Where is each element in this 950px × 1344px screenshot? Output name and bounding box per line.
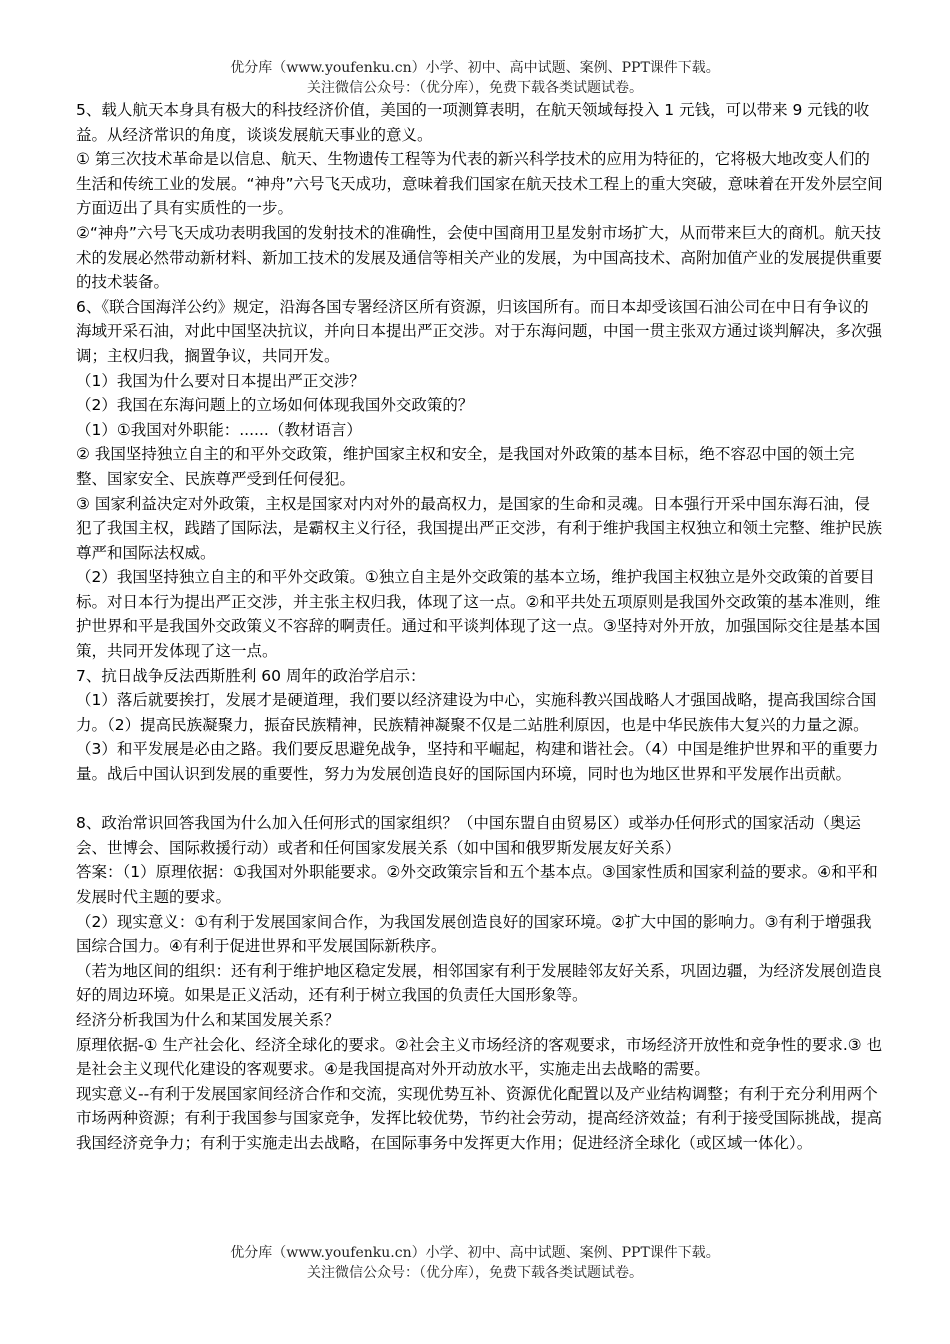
header-line-1: 优分库（www.youfenku.cn）小学、初中、高中试题、案例、PPT课件下载。 bbox=[230, 60, 720, 76]
paragraph: 答案：（1）原理依据：①我国对外职能要求。②外交政策宗旨和五个基本点。③国家性质和国家利益的要求。④和平和发展时代主题的要求。 bbox=[76, 863, 878, 906]
paragraph: 经济分析我国为什么和某国发展关系？ bbox=[76, 1010, 340, 1029]
paragraph: （2）现实意义：①有利于发展国家间合作，为我国发展创造良好的国家环境。②扩大中国的影响力。③有利于增强我国综合国力。④有利于促进世界和平发展国际新秩序。 bbox=[76, 912, 872, 956]
footer-line-1: 优分库（www.youfenku.cn）小学、初中、高中试题、案例、PPT课件下载。 bbox=[230, 1245, 720, 1261]
paragraph: （若为地区间的组织：还有利于维护地区稳定发展，相邻国家有利于发展睦邻友好关系，巩固边疆，为经济发展创造良好的周边环境。如果是正义活动，还有利于树立我国的负责任大国形象等。 bbox=[76, 961, 883, 1005]
paragraph: 原理依据-① 生产社会化、经济全球化的要求。②社会主义市场经济的客观要求，市场经济开放性和竞争性的要求.③ 也是社会主义现代化建设的客观要求。④是我国提高对外开动放水平，实施走出去战略的需要。 bbox=[76, 1035, 883, 1079]
document-body bbox=[76, 98, 884, 1156]
paragraph: （1）①我国对外职能：......（教材语言） bbox=[76, 420, 362, 439]
paragraph: ② 我国坚持独立自主的和平外交政策，维护国家主权和安全，是我国对外政策的基本目标，绝不容忍中国的领土完整、国家安全、民族尊严受到任何侵犯。 bbox=[76, 445, 855, 488]
paragraph: 7、抗日战争反法西斯胜利 60 周年的政治学启示： bbox=[76, 666, 426, 685]
paragraph: （1）落后就要挨打，发展才是硬道理，我们要以经济建设为中心，实施科教兴国战略人才强国战略，提高我国综合国力。（2）提高民族凝聚力，振奋民族精神，民族精神凝聚不仅是二站胜利原因，也是中华民族伟大复兴的力量之源。（3）和平发展是必由之路。我们要反思避免战争，坚持和平崛起，构建和谐社会。（4）中国是维护世界和平的重要力量。战后中国认识到发展的重要性，努力为发展创造良好的国际国内环境，同时也为地区世界和平发展作出贡献。 bbox=[76, 691, 879, 784]
paragraph: （2）我国在东海问题上的立场如何体现我国外交政策的？ bbox=[76, 396, 474, 415]
paragraph: （1）我国为什么要对日本提出严正交涉？ bbox=[76, 371, 365, 390]
paragraph: 5、载人航天本身具有极大的科技经济价值，美国的一项测算表明，在航天领域每投入 1 元钱，可以带来 9 元钱的收益。从经济常识的角度，谈谈发展航天事业的意义。 bbox=[76, 101, 870, 144]
footer-line-2: 关注微信公众号：（优分库），免费下载各类试题试卷。 bbox=[307, 1265, 643, 1281]
paragraph: 8、政治常识回答我国为什么加入任何形式的国家组织？（中国东盟自由贸易区）或举办任何形式的国家活动（奥运会、世博会、国际救援行动）或者和任何国家发展关系（如中国和俄罗斯发展友好关系） bbox=[76, 814, 861, 857]
paragraph: ③ 国家利益决定对外政策，主权是国家对内对外的最高权力，是国家的生命和灵魂。日本强行开采中国东海石油，侵犯了我国主权，践踏了国际法，是霸权主义行径，我国提出严正交涉，有利于维护我国主权独立和领土完整、维护民族尊严和国际法权威。 bbox=[76, 494, 883, 562]
paragraph: （2）我国坚持独立自主的和平外交政策。①独立自主是外交政策的基本立场，维护我国主权独立是外交政策的首要目标。对日本行为提出严正交涉，并主张主权归我，体现了这一点。②和平共处五项原则是我国外交政策的基本准则，维护世界和平是我国外交政策义不容辞的啊责任。通过和平谈判体现了这一点。③坚持对外开放，加强国际交往是基本国策，共同开发体现了这一点。 bbox=[76, 568, 881, 661]
paragraph: ②“神舟”六号飞天成功表明我国的发射技术的准确性，会使中国商用卫星发射市场扩大，从而带来巨大的商机。航天技术的发展必然带动新材料、新加工技术的发展及通信等相关产业的发展，为中国高技术、高附加值产业的发展提供重要的技术装备。 bbox=[76, 223, 883, 292]
paragraph: ① 第三次技术革命是以信息、航天、生物遗传工程等为代表的新兴科学技术的应用为特征的，它将极大地改变人们的生活和传统工业的发展。“神舟”六号飞天成功，意味着我们国家在航天技术工程上的重大突破，意味着在开发外层空间方面迈出了具有实质性的一步。 bbox=[76, 150, 883, 218]
paragraph: 现实意义--有利于发展国家间经济合作和交流，实现优势互补、资源优化配置以及产业结构调整；有利于充分利用两个市场两种资源；有利于我国参与国家竞争，发挥比较优势，节约社会劳动，提高经济效益；有利于接受国际挑战，提高我国经济竞争力；有利于实施走出去战略，在国际事务中发挥更大作用；促进经济全球化（或区域一体化）。 bbox=[76, 1084, 883, 1152]
page-footer bbox=[0, 1243, 950, 1283]
blank-line bbox=[76, 787, 884, 812]
header-line-2: 关注微信公众号：（优分库），免费下载各类试题试卷。 bbox=[307, 80, 643, 96]
paragraph: 6、《联合国海洋公约》规定，沿海各国专署经济区所有资源，归该国所有。而日本却受该国石油公司在中日有争议的海域开采石油，对此中国坚决抗议，并向日本提出严正交涉。对于东海问题，中国一贯主张双方通过谈判解决，多次强调；主权归我，搁置争议，共同开发。 bbox=[76, 297, 883, 365]
page-header bbox=[0, 58, 950, 98]
